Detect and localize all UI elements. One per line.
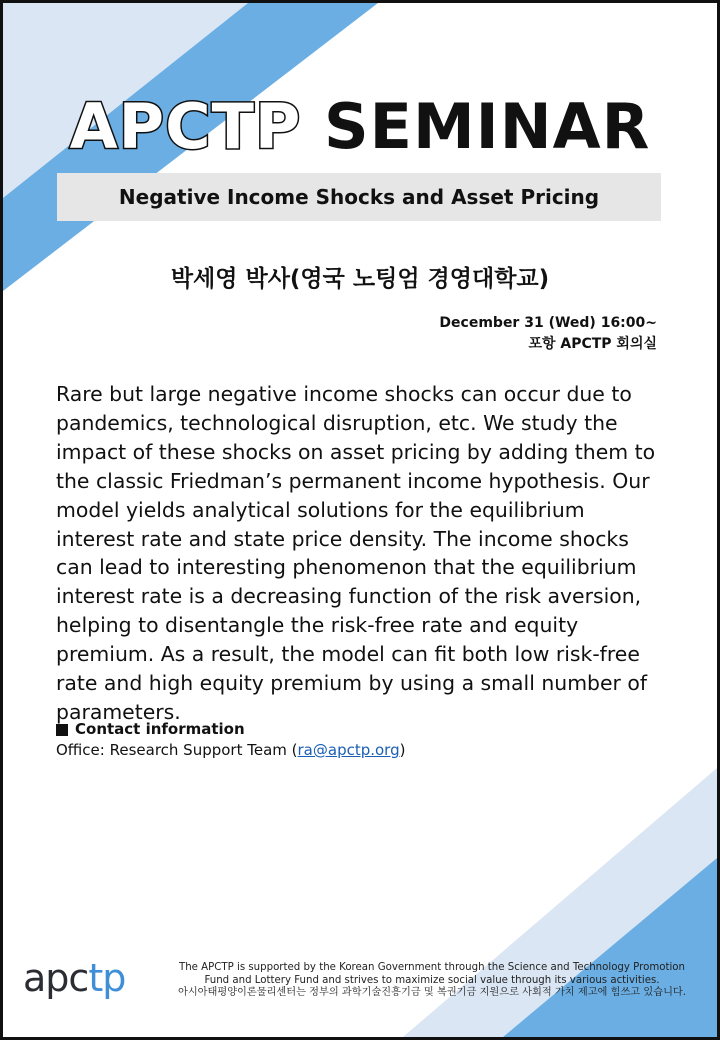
schedule-block	[439, 313, 657, 355]
square-bullet-icon	[56, 724, 68, 736]
heading-seminar: SEMINAR	[323, 90, 651, 163]
footer-line-1: The APCTP is supported by the Korean Government through the Science and Technology Promotion	[178, 962, 685, 973]
contact-block	[56, 719, 405, 761]
logo-part-tp: tp	[88, 956, 126, 1000]
office-suffix: )	[399, 741, 406, 759]
apctp-logo	[23, 956, 125, 1000]
abstract-text: Rare but large negative income shocks can occur due to pandemics, technological disruption, etc. We study the impact of these shocks on asset pricing by adding them to the classic Friedman’s permanent income hypothesis. Our model yields analytical solutions for the equilibrium interest rate and state price density. The income shocks can lead to interesting phenomenon that the equilibrium interest rate is a decreasing function of the risk aversion, helping to disentangle the risk-free rate and equity premium. As a result, the model can fit both low risk-free rate and high equity premium by using a small number of parameters.	[56, 382, 656, 724]
contact-heading	[56, 719, 405, 740]
seminar-title-banner	[57, 173, 661, 221]
date-time: December 31 (Wed) 16:00~	[439, 315, 657, 331]
heading-apctp: APCTP	[69, 90, 302, 163]
office-prefix: Office: Research Support Team (	[56, 741, 298, 759]
contact-heading-text: Contact information	[75, 720, 245, 738]
email-link[interactable]: ra@apctp.org	[297, 741, 400, 759]
footer-notice	[158, 962, 706, 1000]
contact-office-line	[56, 740, 405, 761]
footer-line-2: Fund and Lottery Fund and strives to maximize social value through its various activities.	[204, 974, 660, 986]
speaker-name: 박세영 박사(영국 노팅엄 경영대학교)	[170, 266, 550, 292]
logo-part-apc: apc	[23, 956, 89, 1000]
footer-line-3: 아시아태평양이론물리센터는 정부의 과학기술진흥기금 및 복권기금 지원으로 사회적 가치 제고에 힘쓰고 있습니다.	[178, 987, 686, 998]
seminar-title: Negative Income Shocks and Asset Pricing	[118, 185, 600, 209]
venue: 포항 APCTP 회의실	[528, 336, 657, 352]
seminar-heading	[3, 87, 717, 167]
